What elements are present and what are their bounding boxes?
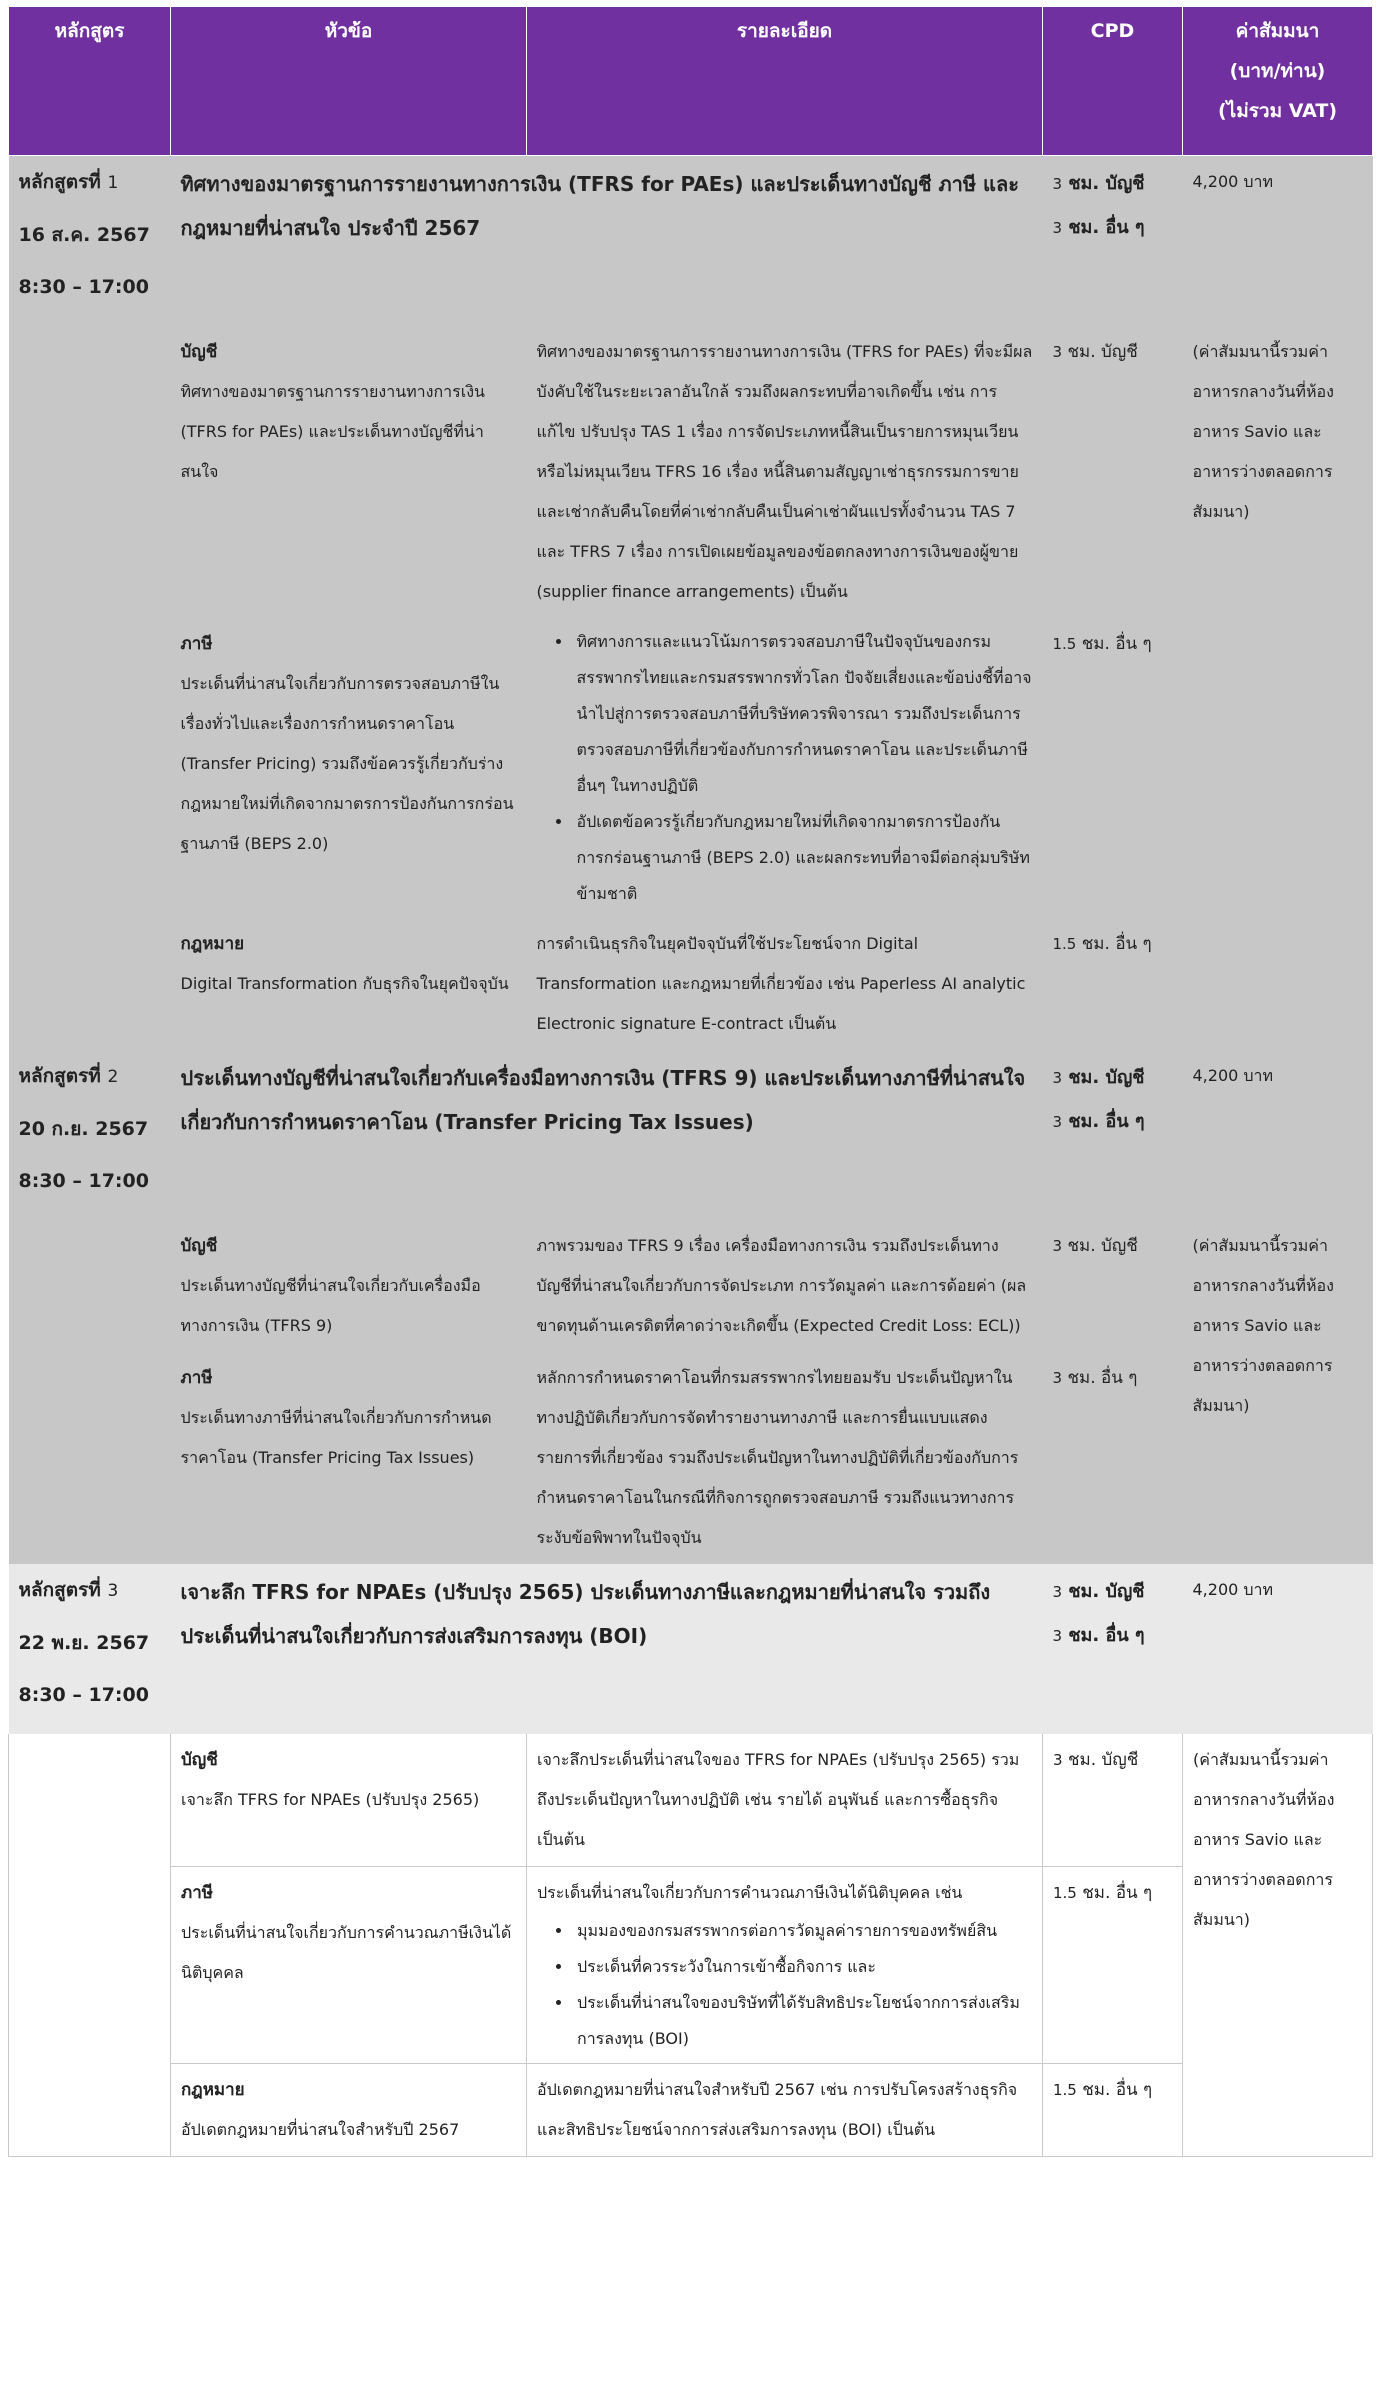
section-category: บัญชี: [180, 341, 218, 362]
section-topic: [171, 326, 527, 618]
section-detail: อัปเดตกฎหมายที่น่าสนใจสำหรับปี 2567 เช่น การปรับโครงสร้างธุรกิจ และสิทธิประโยชน์จากการส่งเสริมการลงทุน (BOI) เป็นต้น: [527, 2063, 1043, 2156]
header-details: รายละเอียด: [527, 7, 1043, 156]
section-topic: [171, 618, 527, 918]
course-note: (ค่าสัมมนานี้รวมค่าอาหารกลางวันที่ห้องอาหาร Savio และอาหารว่างตลอดการสัมมนา): [1183, 326, 1373, 1050]
header-fee: [1183, 7, 1373, 156]
cpd-text: ชม. บัญชี: [1068, 1066, 1145, 1088]
section-detail: เจาะลึกประเด็นที่น่าสนใจของ TFRS for NPAEs (ปรับปรุง 2565) รวมถึงประเด็นปัญหาในทางปฏิบัติ เช่น รายได้ อนุพันธ์ และการซื้อธุรกิจ เป็นต้น: [527, 1734, 1043, 1867]
section-subtitle: ประเด็นทางภาษีที่น่าสนใจเกี่ยวกับการกำหนดราคาโอน (Transfer Pricing Tax Issues): [180, 1407, 492, 1467]
course-time: 8:30 – 17:00: [18, 1683, 149, 1706]
course-number: 2: [107, 1066, 119, 1087]
bullet-item: • ประเด็นที่ควรระวังในการเข้าซื้อกิจการ และ: [573, 1949, 1032, 1985]
cpd-num: 1.5: [1052, 634, 1077, 653]
cpd-text: ชม. อื่น ๆ: [1068, 1624, 1145, 1646]
section-topic: [171, 1866, 527, 2063]
course-title: เจาะลึก TFRS for NPAEs (ปรับปรุง 2565) ประเด็นทางภาษีและกฎหมายที่น่าสนใจ รวมถึงประเด็นที่น่าสนใจเกี่ยวกับการส่งเสริมการลงทุน (BOI): [171, 1564, 1043, 1734]
section-row: [9, 1352, 1373, 1564]
cpd-num: 1.5: [1052, 934, 1077, 953]
section-category: ภาษี: [181, 1882, 213, 1903]
section-topic: [171, 918, 527, 1050]
page: [8, 6, 1372, 2157]
course-label: หลักสูตรที่: [18, 1064, 101, 1087]
section-row: [9, 918, 1373, 1050]
course-title-row: [9, 1564, 1373, 1734]
course-1: [9, 156, 1373, 1050]
course-3: [9, 1564, 1373, 1734]
course-fee: 4,200 บาท: [1183, 156, 1373, 326]
section-topic: [171, 1352, 527, 1564]
cpd-num: 3: [1053, 1750, 1063, 1769]
cpd-num: 3: [1052, 175, 1063, 193]
course-fee: 4,200 บาท: [1183, 1564, 1373, 1734]
cpd-num: 1.5: [1053, 2080, 1077, 2099]
cpd-text: ชม. บัญชี: [1068, 173, 1145, 194]
cpd-num: 3: [1052, 1236, 1063, 1255]
course-title: ทิศทางของมาตรฐานการรายงานทางการเงิน (TFRS for PAEs) และประเด็นทางบัญชี ภาษี และกฎหมายที่น่าสนใจ ประจำปี 2567: [171, 156, 1043, 326]
course-cpd: [1043, 156, 1183, 326]
course-title: ประเด็นทางบัญชีที่น่าสนใจเกี่ยวกับเครื่องมือทางการเงิน (TFRS 9) และประเด็นทางภาษีที่น่าสนใจเกี่ยวกับการกำหนดราคาโอน (Transfer Pricing Tax Issues): [171, 1050, 1043, 1220]
section-row: [9, 1220, 1373, 1352]
section-detail: หลักการกำหนดราคาโอนที่กรมสรรพากรไทยยอมรับ ประเด็นปัญหาในทางปฏิบัติเกี่ยวกับการจัดทำรายงานทางภาษี และการยื่นแบบแสดงรายการที่เกี่ยวข้อง รวมถึงประเด็นปัญหาในทางปฏิบัติที่เกี่ยวข้องกับการกำหนดราคาโอนในกรณีที่กิจการถูกตรวจสอบภาษี รวมถึงแนวทางการระงับข้อพิพาทในปัจจุบัน: [527, 1352, 1043, 1564]
course-date: 22 พ.ย. 2567: [18, 1631, 150, 1654]
course-time: 8:30 – 17:00: [18, 1169, 149, 1192]
section-row: [9, 618, 1373, 918]
cpd-text: ชม. บัญชี: [1067, 1749, 1139, 1770]
cpd-text: ชม. อื่น ๆ: [1067, 1367, 1138, 1388]
header-fee-line3: (ไม่รวม VAT): [1217, 100, 1338, 122]
cpd-text: ชม. บัญชี: [1067, 341, 1138, 362]
section-category: ภาษี: [180, 633, 213, 654]
course-info: [9, 156, 171, 326]
section-subtitle: ทิศทางของมาตรฐานการรายงานทางการเงิน (TFRS for PAEs) และประเด็นทางบัญชีที่น่าสนใจ: [180, 381, 485, 481]
course-label: หลักสูตรที่: [18, 171, 101, 193]
section-cpd: [1043, 1220, 1183, 1352]
course-title-row: [9, 156, 1373, 326]
bullet-item: • มุมมองของกรมสรรพากรต่อการวัดมูลค่ารายการของทรัพย์สิน: [573, 1913, 1032, 1949]
cpd-num: 3: [1052, 219, 1063, 237]
course-note: (ค่าสัมมนานี้รวมค่าอาหารกลางวันที่ห้องอาหาร Savio และอาหารว่างตลอดการสัมมนา): [1183, 1734, 1373, 2157]
section-row: [9, 1866, 1373, 2063]
section-category: กฎหมาย: [181, 2079, 245, 2100]
course-number: 1: [107, 173, 119, 193]
section-detail-intro: ประเด็นที่น่าสนใจเกี่ยวกับการคำนวณภาษีเงินได้นิติบุคคล เช่น: [537, 1882, 963, 1902]
section-category: กฎหมาย: [180, 933, 245, 954]
cpd-text: ชม. บัญชี: [1068, 1580, 1145, 1602]
section-subtitle: อัปเดตกฎหมายที่น่าสนใจสำหรับปี 2567: [181, 2119, 460, 2139]
cpd-num: 3: [1052, 342, 1063, 361]
cpd-num: 3: [1052, 1368, 1063, 1387]
header-fee-line2: (บาท/ท่าน): [1229, 60, 1326, 82]
course-label: หลักสูตรที่: [18, 1578, 101, 1601]
header-course: หลักสูตร: [9, 7, 171, 156]
section-cpd: [1043, 326, 1183, 618]
bullet-item: • อัปเดตข้อควรรู้เกี่ยวกับกฎหมายใหม่ที่เกิดจากมาตรการป้องกันการกร่อนฐานภาษี (BEPS 2.0) และผลกระทบที่อาจมีต่อกลุ่มบริษัทข้ามชาติ: [573, 804, 1033, 912]
course-2: [9, 1050, 1373, 1564]
section-subtitle: ประเด็นทางบัญชีที่น่าสนใจเกี่ยวกับเครื่องมือทางการเงิน (TFRS 9): [180, 1275, 481, 1335]
section-topic: [171, 2063, 527, 2156]
course-time: 8:30 – 17:00: [18, 276, 149, 298]
cpd-text: ชม. อื่น ๆ: [1068, 1110, 1145, 1132]
header-fee-line1: ค่าสัมมนา: [1235, 20, 1320, 42]
bullet-list: [537, 624, 1033, 912]
section-topic: [171, 1220, 527, 1352]
cpd-num: 3: [1052, 1582, 1063, 1601]
section-row: [9, 326, 1373, 618]
cpd-num: 3: [1052, 1068, 1063, 1087]
cpd-text: ชม. อื่น ๆ: [1081, 633, 1152, 654]
section-detail: [527, 1866, 1043, 2063]
section-topic: [171, 1734, 527, 1867]
empty-cell: [9, 1734, 171, 2157]
header-cpd: CPD: [1043, 7, 1183, 156]
course-info: [9, 1050, 171, 1220]
section-subtitle: Digital Transformation กับธุรกิจในยุคปัจจุบัน: [180, 973, 509, 993]
section-cpd: [1043, 1734, 1183, 1867]
cpd-text: ชม. บัญชี: [1067, 1235, 1138, 1256]
section-category: บัญชี: [181, 1749, 218, 1770]
section-subtitle: เจาะลึก TFRS for NPAEs (ปรับปรุง 2565): [181, 1789, 480, 1809]
cpd-num: 3: [1052, 1626, 1063, 1645]
bullet-list: [537, 1913, 1032, 2057]
course-date: 16 ส.ค. 2567: [18, 224, 150, 246]
bullet-item: • ทิศทางการและแนวโน้มการตรวจสอบภาษีในปัจจุบันของกรมสรรพากรไทยและกรมสรรพากรทั่วโลก ปัจจัยเสี่ยงและข้อบ่งชี้ที่อาจนำไปสู่การตรวจสอบภาษีที่บริษัทควรพิจารณา รวมถึงประเด็นการตรวจสอบภาษีที่เกี่ยวข้องกับการกำหนดราคาโอน และประเด็นภาษีอื่นๆ ในทางปฏิบัติ: [573, 624, 1033, 804]
course-note: (ค่าสัมมนานี้รวมค่าอาหารกลางวันที่ห้องอาหาร Savio และอาหารว่างตลอดการสัมมนา): [1183, 1220, 1373, 1564]
section-row: [9, 2063, 1373, 2156]
bullet-item: • ประเด็นที่น่าสนใจของบริษัทที่ได้รับสิทธิประโยชน์จากการส่งเสริมการลงทุน (BOI): [573, 1985, 1032, 2057]
section-cpd: [1043, 1866, 1183, 2063]
section-cpd: [1043, 618, 1183, 918]
section-detail: [527, 618, 1043, 918]
section-detail: ทิศทางของมาตรฐานการรายงานทางการเงิน (TFRS for PAEs) ที่จะมีผลบังคับใช้ในระยะเวลาอันใกล้ รวมถึงผลกระทบที่อาจเกิดขึ้น เช่น การแก้ไข ปรับปรุง TAS 1 เรื่อง การจัดประเภทหนี้สินเป็นรายการหมุนเวียนหรือไม่หมุนเวียน TFRS 16 เรื่อง หนี้สินตามสัญญาเช่าธุรกรรมการขายและเช่ากลับคืนโดยที่ค่าเช่ากลับคืนเป็นค่าเช่าผันแปรทั้งจำนวน TAS 7 และ TFRS 7 เรื่อง การเปิดเผยข้อมูลของข้อตกลงทางการเงินของผู้ขาย (supplier finance arrangements) เป็นต้น: [527, 326, 1043, 618]
course-number: 3: [107, 1580, 119, 1601]
section-detail: การดำเนินธุรกิจในยุคปัจจุบันที่ใช้ประโยชน์จาก Digital Transformation และกฎหมายที่เกี่ยวข้อง เช่น Paperless AI analytic Electronic signature E-contract เป็นต้น: [527, 918, 1043, 1050]
course-fee: 4,200 บาท: [1183, 1050, 1373, 1220]
header-topic: หัวข้อ: [171, 7, 527, 156]
header-row: [9, 7, 1373, 156]
section-category: ภาษี: [180, 1367, 213, 1388]
course-title-row: [9, 1050, 1373, 1220]
course-cpd: [1043, 1564, 1183, 1734]
course-3-sections: [9, 1734, 1373, 2157]
section-subtitle: ประเด็นที่น่าสนใจเกี่ยวกับการคำนวณภาษีเงินได้นิติบุคคล: [181, 1922, 512, 1982]
course-date: 20 ก.ย. 2567: [18, 1117, 149, 1140]
course-cpd: [1043, 1050, 1183, 1220]
section-detail: ภาพรวมของ TFRS 9 เรื่อง เครื่องมือทางการเงิน รวมถึงประเด็นทางบัญชีที่น่าสนใจเกี่ยวกับการจัดประเภท การวัดมูลค่า และการด้อยค่า (ผลขาดทุนด้านเครดิตที่คาดว่าจะเกิดขึ้น (Expected Credit Loss: ECL)): [527, 1220, 1043, 1352]
section-cpd: [1043, 918, 1183, 1050]
section-subtitle: ประเด็นที่น่าสนใจเกี่ยวกับการตรวจสอบภาษีในเรื่องทั่วไปและเรื่องการกำหนดราคาโอน (Transfer Pricing) รวมถึงข้อควรรู้เกี่ยวกับร่างกฎหมายใหม่ที่เกิดจากมาตรการป้องกันการกร่อนฐานภาษี (BEPS 2.0): [180, 673, 514, 853]
cpd-text: ชม. อื่น ๆ: [1081, 933, 1152, 954]
cpd-num: 3: [1052, 1112, 1063, 1131]
section-cpd: [1043, 1352, 1183, 1564]
seminar-schedule-table: [8, 6, 1373, 2157]
section-cpd: [1043, 2063, 1183, 2156]
cpd-text: ชม. อื่น ๆ: [1082, 2079, 1153, 2100]
cpd-num: 1.5: [1053, 1883, 1077, 1902]
section-row: [9, 1734, 1373, 1867]
section-category: บัญชี: [180, 1235, 218, 1256]
cpd-text: ชม. อื่น ๆ: [1068, 217, 1145, 238]
cpd-text: ชม. อื่น ๆ: [1082, 1882, 1153, 1903]
course-info: [9, 1564, 171, 1734]
